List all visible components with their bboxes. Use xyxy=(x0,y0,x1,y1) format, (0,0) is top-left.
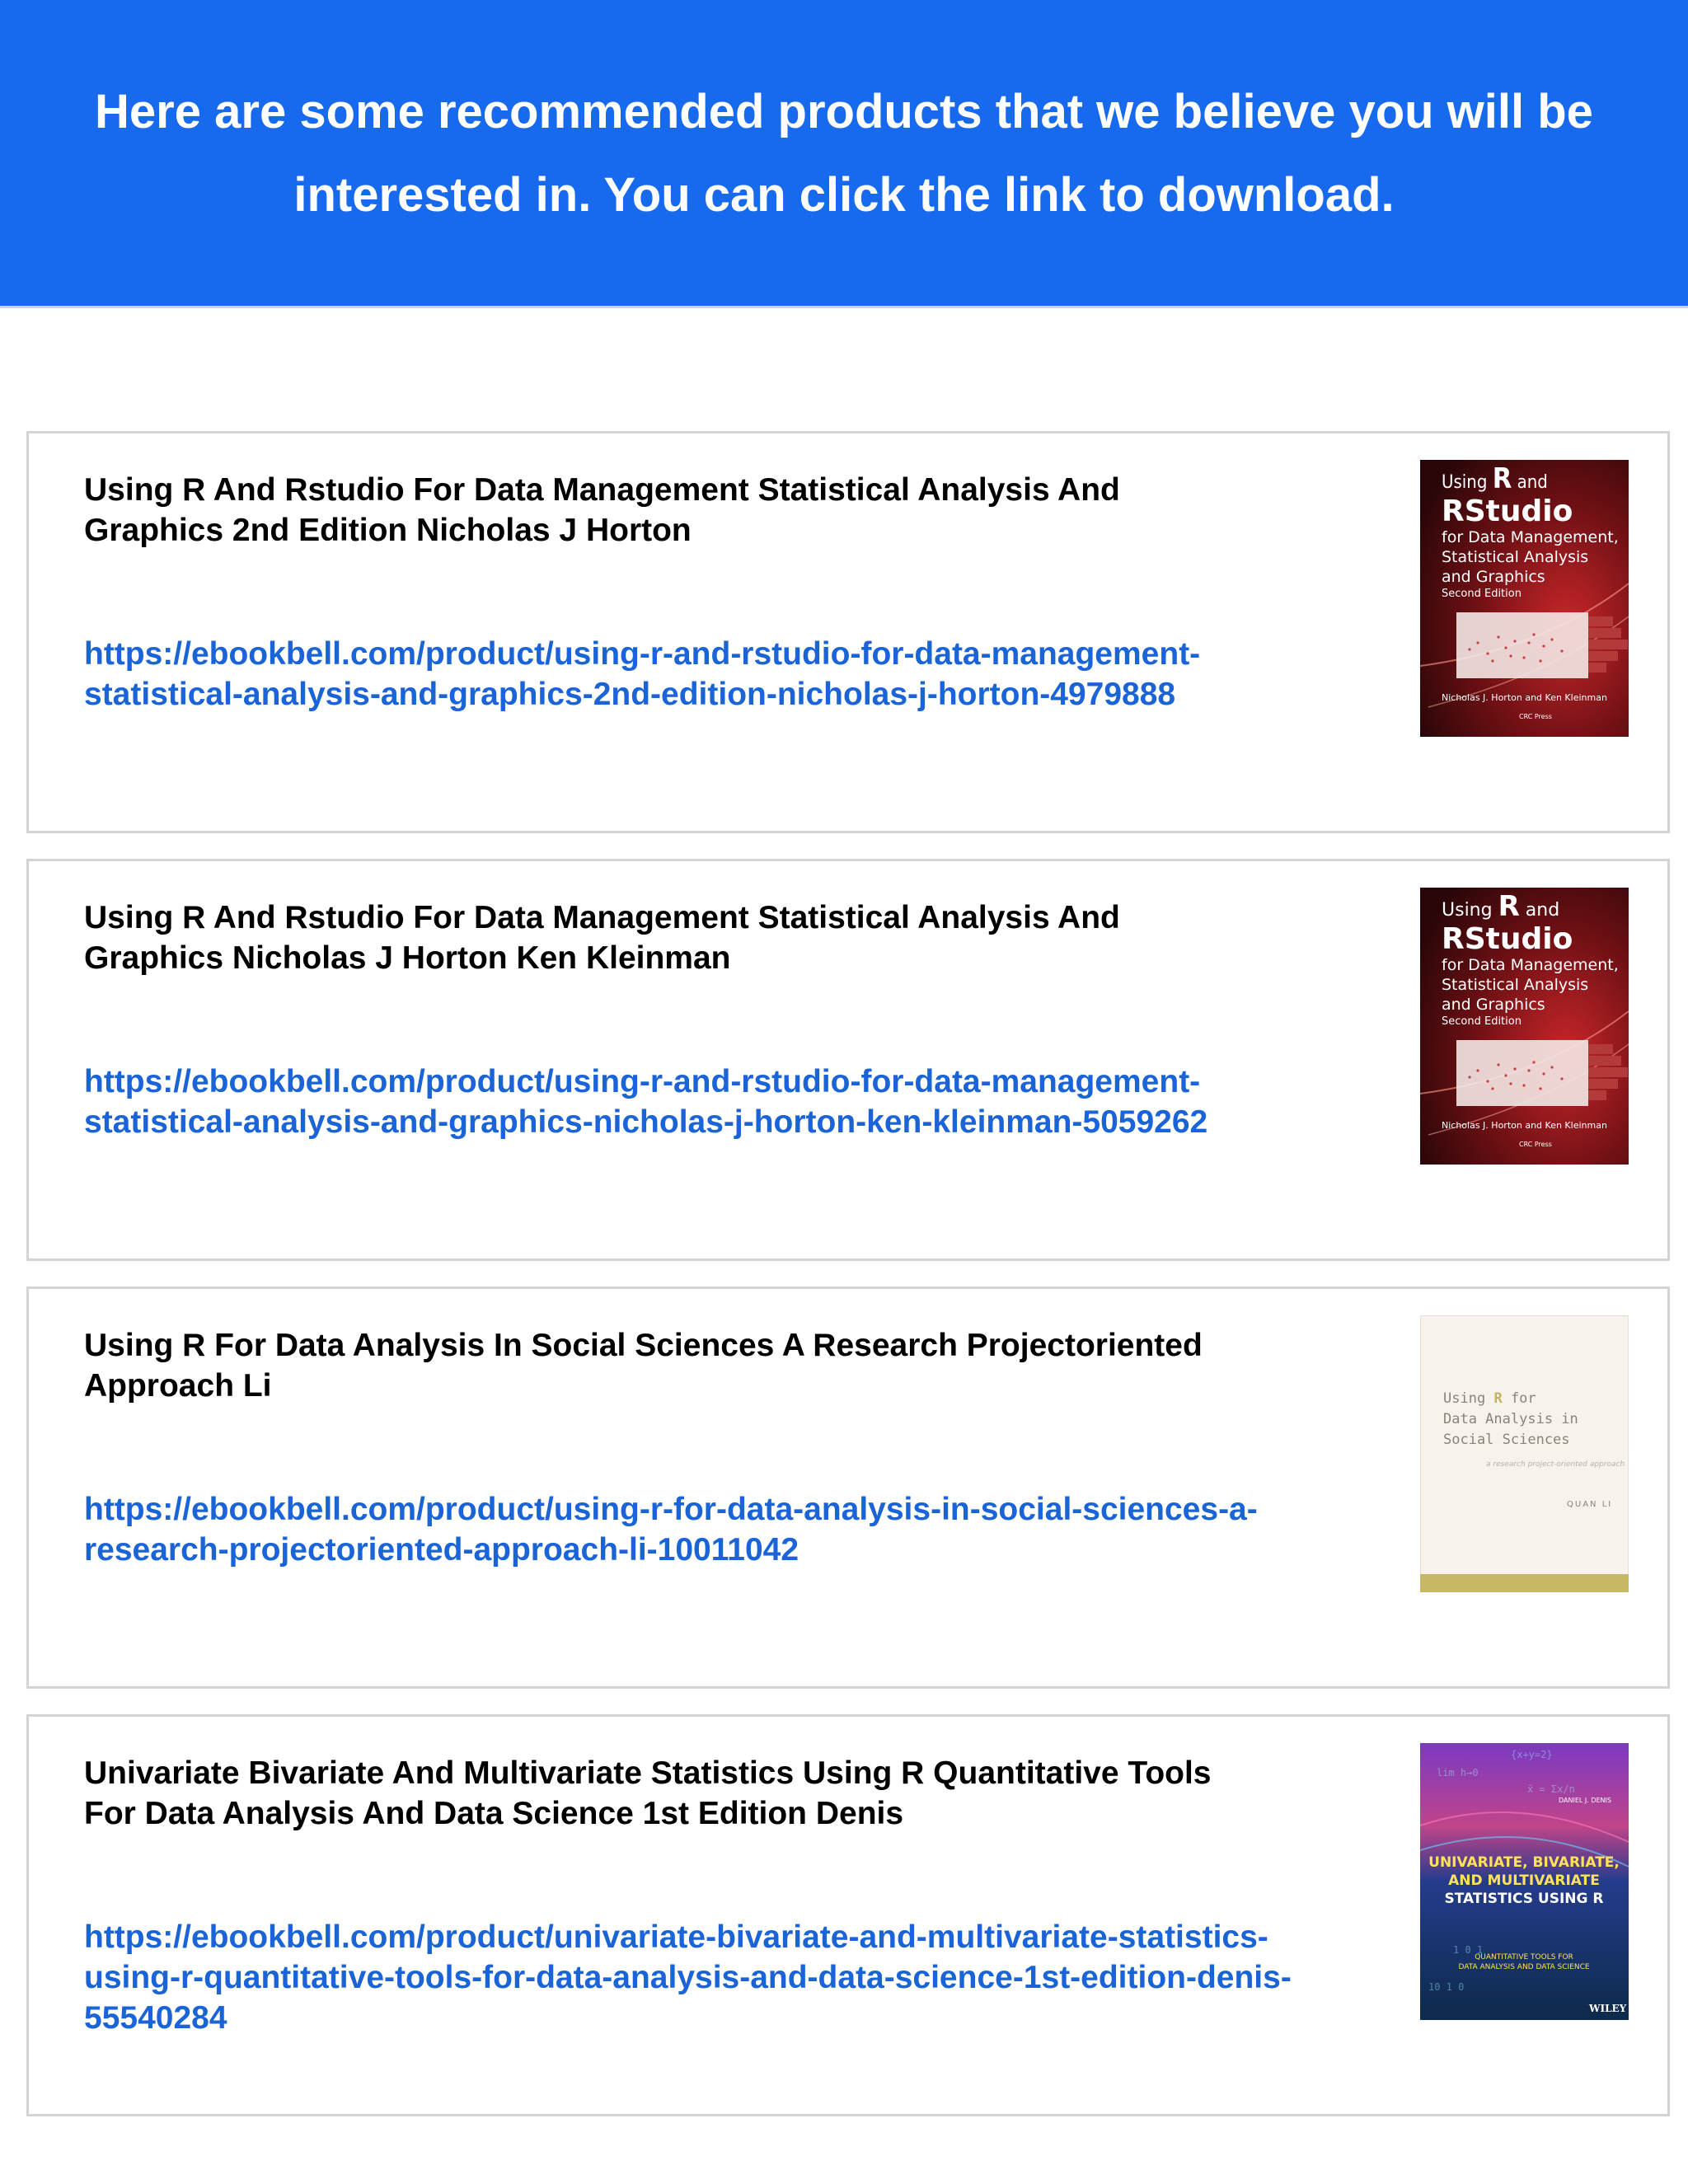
product-title: Using R For Data Analysis In Social Sciences A Research Projectoriented Approach Li xyxy=(84,1328,1203,1404)
cover-line3: for Data Management, xyxy=(1442,956,1619,974)
cover-publisher: WILEY xyxy=(1589,2003,1627,2014)
cover-line1-end: and xyxy=(1525,900,1560,921)
product-download-link[interactable]: https://ebookbell.com/product/using-r-and-rstudio-for-data-management-statistical-analysis-and-graphics-nicholas-j-horton-ken-kleinman-5059262 xyxy=(84,1064,1208,1140)
cover-author: DANIEL J. DENIS xyxy=(1559,1797,1611,1804)
book-cover-image[interactable] xyxy=(1420,888,1629,1165)
cover-line1: Using xyxy=(1442,472,1488,493)
header-banner xyxy=(0,0,1688,308)
book-cover-image[interactable] xyxy=(1420,1743,1629,2020)
cover-line4: Statistical Analysis xyxy=(1442,548,1589,566)
cover-line3: for Data Management, xyxy=(1442,528,1619,546)
cover-line2: RStudio xyxy=(1442,922,1573,956)
cover-line1-big: R xyxy=(1493,1390,1503,1407)
header-message xyxy=(24,70,1664,237)
product-title: Using R And Rstudio For Data Management Statistical Analysis And Graphics Nicholas J Horton Ken Kleinman xyxy=(84,900,1120,976)
cover-sub2: DATA ANALYSIS AND DATA SCIENCE xyxy=(1458,1963,1590,1971)
header-message-line1: Here are some recommended products that we believe you will be xyxy=(95,84,1593,138)
svg-text:1 0 1: 1 0 1 xyxy=(1453,1944,1484,1956)
cover-line1-big: R xyxy=(1498,890,1520,923)
cover-line3: Social Sciences xyxy=(1443,1432,1570,1448)
cover-line2: RStudio xyxy=(1442,494,1573,528)
cover-line1-end: and xyxy=(1517,472,1548,493)
product-title: Using R And Rstudio For Data Management Statistical Analysis And Graphics 2nd Edition Nicholas J Horton xyxy=(84,472,1120,548)
cover-line6: Second Edition xyxy=(1442,1015,1522,1028)
cover-line3: STATISTICS USING R xyxy=(1444,1891,1604,1907)
product-card xyxy=(26,1286,1670,1689)
cover-line5: and Graphics xyxy=(1442,568,1545,586)
svg-text:10 1 0: 10 1 0 xyxy=(1428,1981,1465,1993)
product-card xyxy=(26,1714,1670,2116)
cover-line1: Using xyxy=(1443,1390,1486,1407)
book-cover-art xyxy=(1420,460,1629,737)
product-download-link[interactable]: https://ebookbell.com/product/using-r-and-rstudio-for-data-management-statistical-analysis-and-graphics-2nd-edition-nicholas-j-horton-4979888 xyxy=(84,636,1201,712)
cover-line4: Statistical Analysis xyxy=(1442,976,1589,994)
cover-line2: AND MULTIVARIATE xyxy=(1448,1872,1600,1889)
svg-text:lim h→0: lim h→0 xyxy=(1437,1767,1479,1779)
cover-line2: Data Analysis in xyxy=(1443,1411,1578,1427)
cover-author: QUAN LI xyxy=(1567,1500,1613,1509)
cover-authors: Nicholas J. Horton and Ken Kleinman xyxy=(1442,692,1607,703)
cover-line1: Using xyxy=(1442,900,1493,921)
cover-sub1: QUANTITATIVE TOOLS FOR xyxy=(1475,1953,1573,1961)
cover-publisher: CRC Press xyxy=(1519,713,1552,720)
cover-subtitle: a research project-oriented approach xyxy=(1486,1460,1625,1469)
product-card xyxy=(26,431,1670,833)
book-cover-art xyxy=(1420,1743,1629,2020)
cover-line5: and Graphics xyxy=(1442,996,1545,1014)
svg-text:x̄ = Σx/n: x̄ = Σx/n xyxy=(1527,1783,1575,1795)
cover-authors: Nicholas J. Horton and Ken Kleinman xyxy=(1442,1120,1607,1131)
svg-text:Using R for xyxy=(1443,1390,1536,1407)
header-message-line2: interested in. You can click the link to download. xyxy=(293,167,1395,222)
cover-line1-big: R xyxy=(1492,462,1512,495)
cover-line1-end: for xyxy=(1510,1390,1536,1407)
book-cover-art xyxy=(1420,888,1629,1165)
cover-publisher: CRC Press xyxy=(1519,1141,1552,1148)
cover-line6: Second Edition xyxy=(1442,588,1522,600)
book-cover-art xyxy=(1420,1315,1629,1592)
product-download-link[interactable]: https://ebookbell.com/product/univariate-bivariate-and-multivariate-statistics-using-r-quantitative-tools-for-data-analysis-and-data-science-1st-edition-denis-55540284 xyxy=(84,1919,1292,2036)
svg-text:{x+y=2}: {x+y=2} xyxy=(1511,1749,1553,1760)
cover-line1: UNIVARIATE, BIVARIATE, xyxy=(1428,1854,1620,1871)
product-download-link[interactable]: https://ebookbell.com/product/using-r-for-data-analysis-in-social-sciences-a-research-projectoriented-approach-li-10011042 xyxy=(84,1492,1258,1568)
product-card xyxy=(26,859,1670,1261)
book-cover-image[interactable] xyxy=(1420,1315,1629,1592)
book-cover-image[interactable] xyxy=(1420,460,1629,737)
product-title: Univariate Bivariate And Multivariate Statistics Using R Quantitative Tools For Data Analysis And Data Science 1st Edition Denis xyxy=(84,1755,1212,1831)
